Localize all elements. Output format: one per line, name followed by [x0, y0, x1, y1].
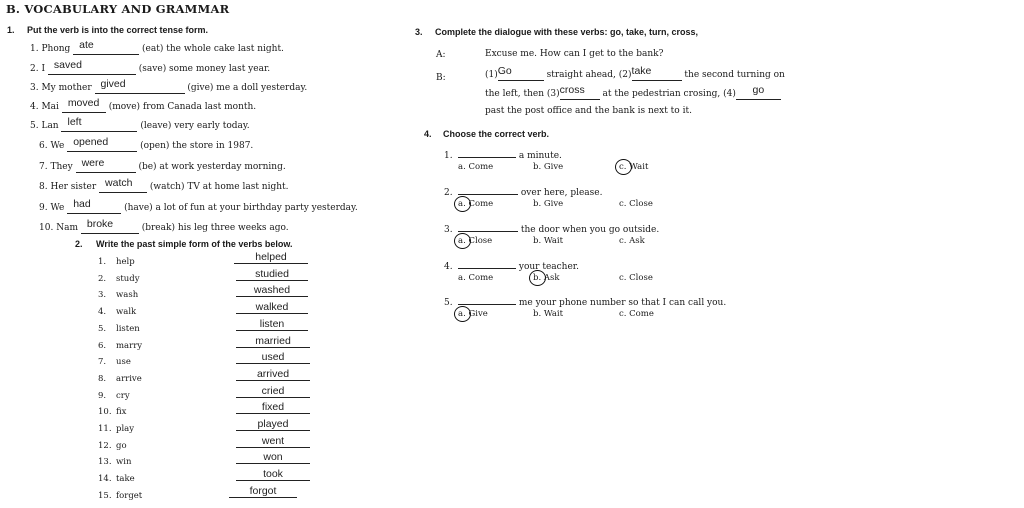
option-a[interactable]: a. Come — [458, 273, 494, 283]
item-rest: (give) me a doll yesterday. — [187, 83, 308, 93]
part1-item — [39, 136, 254, 152]
verb-item — [98, 274, 140, 284]
item-subject: They — [50, 162, 73, 172]
verb-item — [98, 391, 130, 401]
past-form-blank[interactable]: arrived — [236, 368, 310, 381]
option-c[interactable]: c. Close — [619, 273, 653, 283]
item-number: 3. — [30, 83, 39, 93]
item-rest: (save) some money last year. — [138, 64, 271, 74]
item-subject: My mother — [41, 83, 92, 93]
verb-number: 12. — [98, 441, 112, 451]
b1-label: (1) — [485, 70, 498, 80]
verb-number: 10. — [98, 407, 112, 417]
verb-item — [98, 457, 131, 467]
past-form-blank[interactable]: walked — [236, 301, 308, 314]
question-blank[interactable] — [458, 257, 516, 269]
past-form-blank[interactable]: won — [236, 451, 310, 464]
speaker-a: A: — [436, 50, 446, 60]
verb-number: 8. — [98, 374, 107, 384]
dialogue-line-b2 — [485, 84, 781, 100]
selected-answer-circle — [454, 196, 471, 212]
part1-item — [39, 198, 358, 214]
verb-base: take — [116, 474, 135, 484]
verb-number: 13. — [98, 457, 112, 467]
item-number: 6. — [39, 141, 48, 151]
item-subject: Phong — [41, 44, 71, 54]
question-text: your teacher. — [518, 262, 579, 272]
choice-question — [444, 257, 579, 272]
verb-item — [98, 491, 142, 501]
verb-item — [98, 341, 142, 351]
verb-number: 11. — [98, 424, 112, 434]
item-number: 1. — [30, 44, 39, 54]
question-number: 3. — [444, 225, 453, 235]
option-c[interactable]: c. Wait — [619, 162, 649, 172]
selected-answer-circle — [529, 270, 546, 286]
verb-number: 15. — [98, 491, 112, 501]
answer-blank[interactable]: moved — [62, 101, 106, 113]
past-form-blank[interactable]: went — [236, 435, 310, 448]
verb-item — [98, 441, 127, 451]
item-number: 10. — [39, 223, 54, 233]
item-rest: (eat) the whole cake last night. — [142, 44, 284, 54]
dialogue-blank-2[interactable]: take — [632, 69, 682, 81]
verb-base: cry — [116, 391, 130, 401]
past-form-blank[interactable]: forgot — [229, 485, 297, 498]
verb-base: marry — [116, 341, 143, 351]
part1-item — [39, 157, 286, 173]
choice-question — [444, 293, 726, 308]
speaker-b: B: — [436, 73, 446, 83]
item-subject: We — [50, 141, 65, 151]
past-form-blank[interactable]: washed — [236, 284, 308, 297]
dialogue-blank-4[interactable]: go — [736, 88, 781, 100]
past-form-blank[interactable]: took — [236, 468, 310, 481]
verb-base: wash — [116, 290, 139, 300]
b2-text-end: at the pedestrian crosing, (4) — [602, 89, 736, 99]
verb-base: go — [116, 441, 127, 451]
item-subject: Mai — [41, 102, 59, 112]
option-a[interactable]: a. Close — [458, 236, 493, 246]
item-rest: (watch) TV at home last night. — [149, 182, 289, 192]
past-form-blank[interactable]: studied — [236, 268, 308, 281]
part2-number: 2. — [75, 239, 83, 249]
verb-base: play — [116, 424, 135, 434]
answer-blank[interactable]: ate — [73, 43, 139, 55]
option-a[interactable]: a. Come — [458, 162, 494, 172]
item-rest: (open) the store in 1987. — [140, 141, 254, 151]
verb-base: win — [116, 457, 132, 467]
part1-item — [39, 177, 289, 193]
part2-instruction: Write the past simple form of the verbs below. — [96, 239, 293, 249]
question-number: 2. — [444, 188, 453, 198]
answer-blank[interactable]: watch — [99, 181, 147, 193]
verb-base: use — [116, 357, 131, 367]
past-form-blank[interactable]: used — [236, 351, 310, 364]
past-form-blank[interactable]: listen — [236, 318, 308, 331]
option-b[interactable]: b. Ask — [533, 273, 560, 283]
choice-question — [444, 220, 659, 235]
past-form-blank[interactable]: played — [236, 418, 310, 431]
item-number: 8. — [39, 182, 48, 192]
verb-number: 2. — [98, 274, 107, 284]
question-text: the door when you go outside. — [520, 225, 660, 235]
verb-number: 4. — [98, 307, 107, 317]
question-number: 5. — [444, 298, 453, 308]
verb-base: study — [116, 274, 140, 284]
part1-item — [30, 116, 250, 132]
question-text: me your phone number so that I can call you. — [518, 298, 727, 308]
item-subject: Nam — [56, 223, 78, 233]
item-number: 2. — [30, 64, 39, 74]
answer-blank[interactable]: opened — [67, 140, 137, 152]
dialogue-blank-1[interactable]: Go — [498, 69, 544, 81]
verb-number: 5. — [98, 324, 107, 334]
option-b[interactable]: b. Give — [533, 162, 564, 172]
part1-item — [30, 59, 271, 75]
dialogue-line-a: Excuse me. How can I get to the bank? — [485, 49, 664, 59]
dialogue-blank-3[interactable]: cross — [560, 88, 600, 100]
verb-item — [98, 374, 142, 384]
past-form-blank[interactable]: cried — [236, 385, 310, 398]
past-form-blank[interactable]: married — [236, 335, 310, 348]
part3-number: 3. — [415, 27, 423, 37]
choice-question — [444, 183, 602, 198]
verb-base: arrive — [116, 374, 142, 384]
item-rest: (leave) very early today. — [140, 121, 250, 131]
verb-item — [98, 407, 126, 417]
verb-base: walk — [116, 307, 137, 317]
answer-blank[interactable]: had — [67, 202, 121, 214]
item-number: 5. — [30, 121, 39, 131]
answer-blank[interactable]: gived — [95, 82, 185, 94]
verb-number: 7. — [98, 357, 107, 367]
option-c[interactable]: c. Ask — [619, 236, 645, 246]
item-subject: We — [50, 203, 65, 213]
selected-answer-circle — [454, 306, 471, 322]
option-c[interactable]: c. Come — [619, 309, 654, 319]
item-rest: (move) from Canada last month. — [108, 102, 257, 112]
part1-instruction: Put the verb is into the correct tense form. — [27, 25, 209, 35]
verb-base: fix — [116, 407, 127, 417]
answer-blank[interactable]: left — [61, 120, 137, 132]
selected-answer-circle — [454, 233, 471, 249]
part1-item — [30, 97, 257, 113]
verb-number: 6. — [98, 341, 107, 351]
option-b[interactable]: b. Wait — [533, 236, 564, 246]
choice-question — [444, 146, 562, 161]
part4-number: 4. — [424, 129, 432, 139]
verb-number: 14. — [98, 474, 112, 484]
item-subject: I — [41, 64, 46, 74]
question-blank[interactable] — [458, 293, 516, 305]
option-a[interactable]: a. Come — [458, 199, 494, 209]
verb-number: 1. — [98, 257, 107, 267]
question-text: a minute. — [518, 151, 562, 161]
past-form-blank[interactable]: fixed — [236, 401, 310, 414]
answer-blank[interactable]: were — [76, 161, 136, 173]
item-rest: (be) at work yesterday morning. — [138, 162, 286, 172]
item-subject: Lan — [41, 121, 59, 131]
part1-item — [39, 218, 289, 234]
dialogue-line-b3: past the post office and the bank is next to it. — [485, 106, 692, 116]
selected-answer-circle — [615, 159, 632, 175]
question-blank[interactable] — [458, 146, 516, 158]
question-text: over here, please. — [520, 188, 603, 198]
verb-item — [98, 257, 135, 267]
item-number: 9. — [39, 203, 48, 213]
verb-number: 3. — [98, 290, 107, 300]
part1-number: 1. — [7, 25, 15, 35]
section-title: B. VOCABULARY AND GRAMMAR — [6, 2, 230, 16]
b2-text: the left, then (3) — [485, 89, 560, 99]
b1-text-end: the second turning on — [684, 70, 785, 80]
answer-blank[interactable]: broke — [81, 222, 139, 234]
verb-item — [98, 307, 136, 317]
option-c[interactable]: c. Close — [619, 199, 653, 209]
option-b[interactable]: b. Give — [533, 199, 564, 209]
b1-text: straight ahead, (2) — [546, 70, 632, 80]
question-blank[interactable] — [458, 220, 518, 232]
item-rest: (break) his leg three weeks ago. — [141, 223, 289, 233]
verb-base: forget — [116, 491, 143, 501]
question-blank[interactable] — [458, 183, 518, 195]
verb-number: 9. — [98, 391, 107, 401]
past-form-blank[interactable]: helped — [234, 251, 308, 264]
verb-item — [98, 290, 138, 300]
part4-instruction: Choose the correct verb. — [443, 129, 550, 139]
part1-item — [30, 39, 284, 55]
option-b[interactable]: b. Wait — [533, 309, 564, 319]
item-number: 7. — [39, 162, 48, 172]
item-number: 4. — [30, 102, 39, 112]
verb-base: help — [116, 257, 135, 267]
item-rest: (have) a lot of fun at your birthday party yesterday. — [124, 203, 358, 213]
verb-item — [98, 324, 140, 334]
option-a[interactable]: a. Give — [458, 309, 488, 319]
verb-item — [98, 357, 131, 367]
verb-base: listen — [116, 324, 140, 334]
answer-blank[interactable]: saved — [48, 63, 136, 75]
item-subject: Her sister — [50, 182, 97, 192]
verb-item — [98, 474, 135, 484]
verb-item — [98, 424, 134, 434]
question-number: 4. — [444, 262, 453, 272]
question-number: 1. — [444, 151, 453, 161]
part3-instruction: Complete the dialogue with these verbs: go, take, turn, cross, — [435, 27, 699, 37]
dialogue-line-b1 — [485, 65, 785, 81]
part1-item — [30, 78, 308, 94]
